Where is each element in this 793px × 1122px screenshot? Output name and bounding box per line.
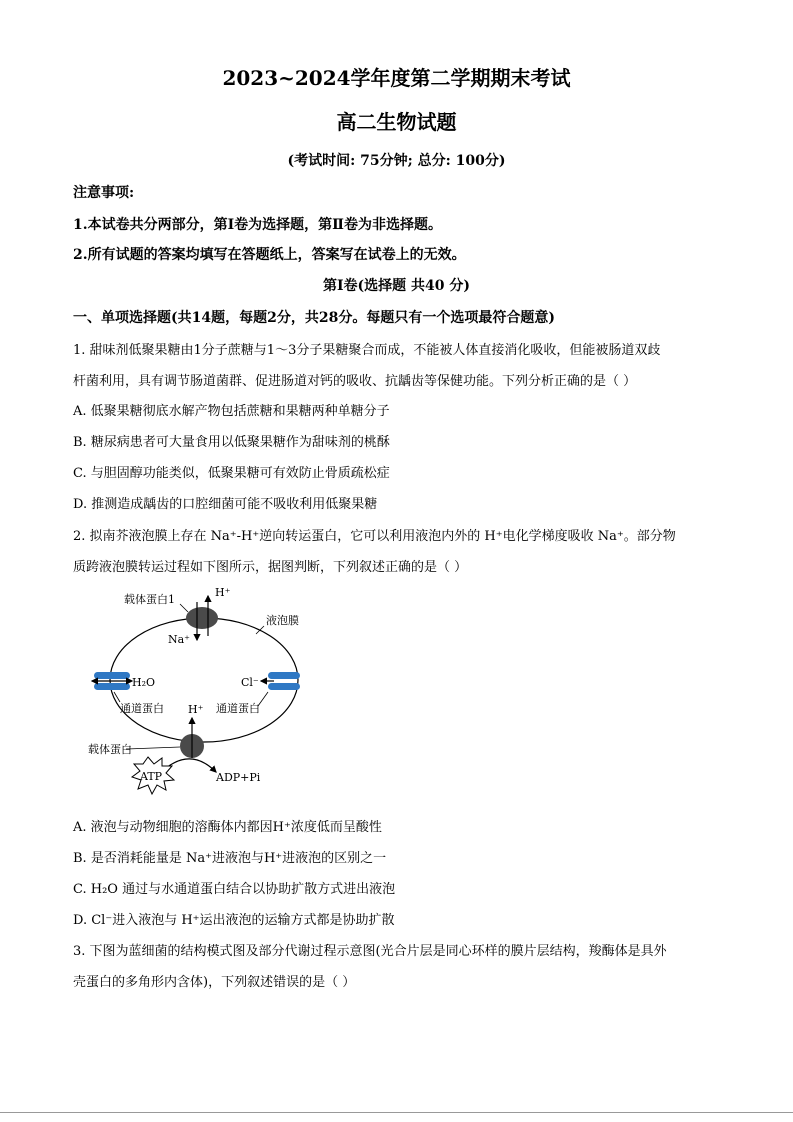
- membrane-label: 液泡膜: [266, 614, 299, 627]
- h-bottom-label: H⁺: [188, 703, 204, 716]
- question-3-stem-line: 3. 下图为蓝细菌的结构模式图及部分代谢过程示意图(光合片层是同心环样的膜片层结构，羧酶体是具外: [73, 944, 667, 959]
- na-label: Na⁺: [168, 633, 190, 646]
- atp-label: ATP: [140, 770, 163, 783]
- carrier1-label-leader: [180, 604, 188, 612]
- notes-heading: 注意事项:: [73, 185, 135, 201]
- question-2-option-c: C. H₂O 通过与水通道蛋白结合以协助扩散方式进出液泡: [73, 882, 396, 897]
- cl-channel-right: [268, 672, 300, 679]
- cl-label: Cl⁻: [241, 676, 259, 689]
- question-1-stem-line: 1. 甜味剂低聚果糖由1分子蔗糖与1～3分子果糖聚合而成，不能被人体直接消化吸收，但能被肠道双歧: [73, 343, 661, 358]
- carrier-label: 载体蛋白: [88, 743, 132, 756]
- carrier-label-leader: [126, 747, 180, 749]
- channel-left-label: 通道蛋白: [120, 702, 164, 715]
- exam-title: 2023~2024学年度第二学期期末考试: [222, 66, 571, 90]
- vacuole-transport-diagram: [80, 582, 320, 802]
- carrier1-label: 载体蛋白1: [124, 593, 175, 606]
- h-top-label: H⁺: [215, 586, 231, 599]
- water-channel-left: [94, 683, 130, 690]
- carrier-protein-1: [186, 607, 218, 629]
- question-1-option-c: C. 与胆固醇功能类似，低聚果糖可有效防止骨质疏松症: [73, 466, 390, 481]
- question-1-option-b: B. 糖尿病患者可大量食用以低聚果糖作为甜味剂的桃酥: [73, 435, 390, 450]
- membrane-label-leader: [256, 626, 264, 634]
- question-1-option-d: D. 推测造成龋齿的口腔细菌可能不吸收利用低聚果糖: [73, 497, 378, 512]
- part-heading: 第Ⅰ卷(选择题 共40 分): [322, 278, 471, 294]
- cl-channel-right: [268, 683, 300, 690]
- section-heading: 一、单项选择题(共14题，每题2分，共28分。每题只有一个选项最符合题意): [73, 310, 555, 326]
- channel-right-label: 通道蛋白: [216, 702, 260, 715]
- exam-subtitle: 高二生物试题: [336, 110, 457, 134]
- question-1-stem-line: 杆菌利用，具有调节肠道菌群、促进肠道对钙的吸收、抗龋齿等保健功能。下列分析正确的是（ ）: [73, 374, 637, 389]
- water-channel-left: [94, 672, 130, 679]
- question-1-option-a: A. 低聚果糖彻底水解产物包括蔗糖和果糖两种单糖分子: [73, 404, 390, 419]
- question-3-stem-line: 壳蛋白的多角形内含体)，下列叙述错误的是（ ）: [73, 975, 356, 990]
- notes-item: 1.本试卷共分两部分，第Ⅰ卷为选择题，第Ⅱ卷为非选择题。: [73, 217, 442, 233]
- exam-meta: (考试时间: 75分钟; 总分: 100分): [287, 153, 506, 169]
- notes-item: 2.所有试题的答案均填写在答题纸上，答案写在试卷上的无效。: [73, 247, 466, 263]
- h2o-label: H₂O: [132, 676, 156, 689]
- adp-label: ADP+Pi: [216, 771, 261, 784]
- atp-hydrolysis-arrow: [166, 759, 216, 772]
- question-2-option-b: B. 是否消耗能量是 Na⁺进液泡与H⁺进液泡的区别之一: [73, 851, 387, 866]
- page-bottom-rule: [0, 1112, 793, 1113]
- question-2-option-a: A. 液泡与动物细胞的溶酶体内都因H⁺浓度低而呈酸性: [73, 820, 382, 835]
- question-2-stem-line: 2. 拟南芥液泡膜上存在 Na⁺-H⁺逆向转运蛋白，它可以利用液泡内外的 H⁺电化学梯度吸收 Na⁺。部分物: [73, 529, 676, 544]
- question-2-stem-line: 质跨液泡膜转运过程如下图所示，据图判断，下列叙述正确的是（ ）: [73, 560, 468, 575]
- question-2-option-d: D. Cl⁻进入液泡与 H⁺运出液泡的运输方式都是协助扩散: [73, 913, 395, 928]
